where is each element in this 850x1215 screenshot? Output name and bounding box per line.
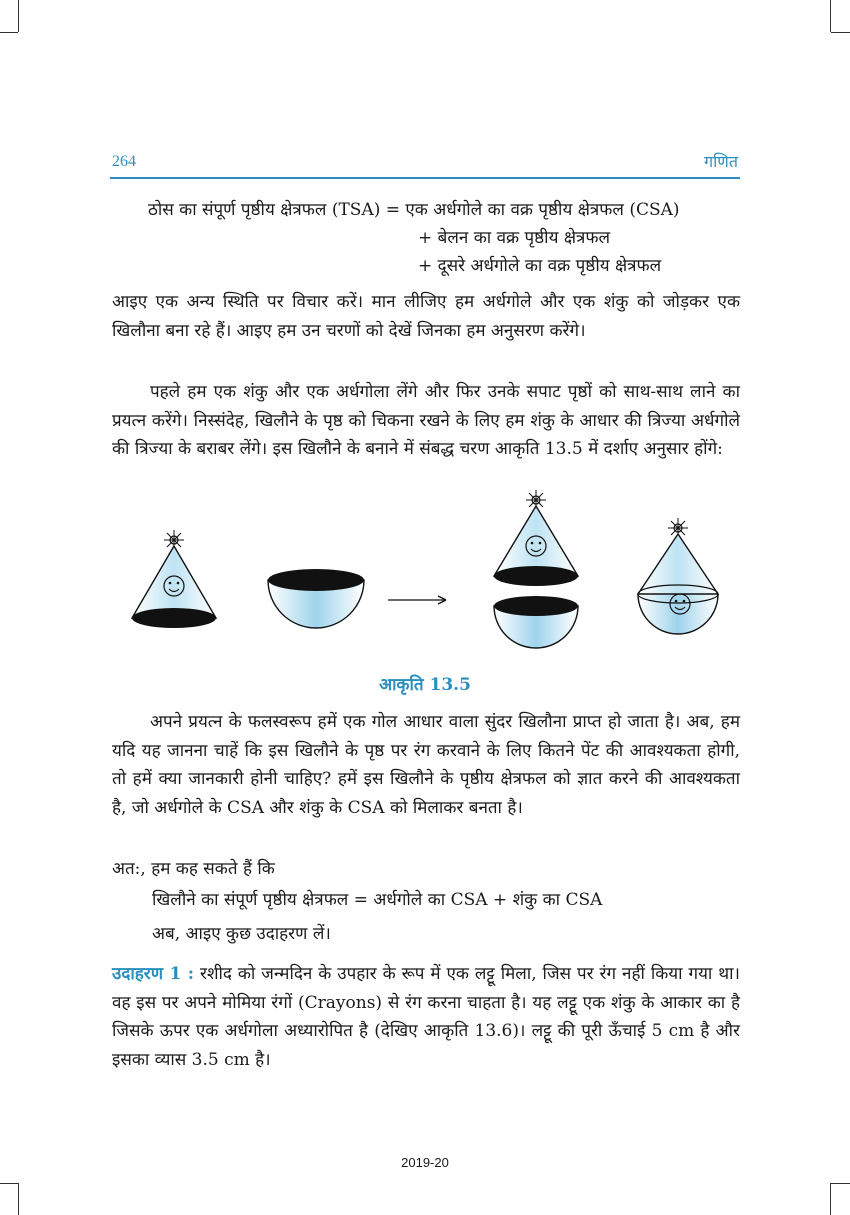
example-1 (112, 960, 740, 1074)
crop-mark (18, 0, 19, 32)
header-rule (110, 177, 740, 179)
hemisphere (494, 596, 578, 648)
cone-with-face (132, 530, 216, 628)
subject-title: गणित (704, 152, 738, 171)
hemisphere (268, 569, 364, 628)
paragraph-1: आइए एक अन्य स्थिति पर विचार करें। मान लीजिए हम अर्धगोले और एक शंकु को जोड़कर एक खिलौना बना रहे हैं। आइए हम उन चरणों को देखें जिनका हम अनुसरण करेंगे। (112, 292, 740, 341)
arrow-right-icon (388, 596, 446, 604)
toy-cone-on-hemisphere (638, 518, 718, 634)
cone-with-face (494, 490, 578, 586)
formula-toy-tsa: खिलौने का संपूर्ण पृष्ठीय क्षेत्रफल = अर्धगोले का CSA + शंकु का CSA (152, 890, 603, 910)
formula-tsa-line1: ठोस का संपूर्ण पृष्ठीय क्षेत्रफल (TSA) = एक अर्धगोले का वक्र पृष्ठीय क्षेत्रफल (CSA) (148, 200, 680, 220)
page-number: 264 (112, 153, 136, 170)
crop-mark (830, 0, 831, 32)
example-1-label: उदाहरण 1 : (112, 964, 195, 984)
crop-mark (831, 1183, 850, 1184)
paragraph-3: अपने प्रयत्न के फलस्वरूप हमें एक गोल आधार वाला सुंदर खिलौना प्राप्त हो जाता है। अब, हम यदि यह जानना चाहें कि इस खिलौने के पृष्ठ पर रंग करवाने के लिए कितने पेंट की आवश्यकता होगी, तो हमें क्या जानकारी होनी चाहिए? हमें इस खिलौने के पृष्ठीय क्षेत्रफल को ज्ञात करने की आवश्यकता है, जो अर्धगोले के CSA और शंकु के CSA को मिलाकर बनता है। (112, 712, 740, 818)
crop-mark (18, 1183, 19, 1215)
crop-mark (0, 32, 18, 33)
therefore-line: अत:, हम कह सकते हैं कि (112, 859, 275, 879)
examples-intro: अब, आइए कुछ उदाहरण लें। (152, 924, 331, 944)
crop-mark (0, 1183, 18, 1184)
formula-tsa-line2: + बेलन का वक्र पृष्ठीय क्षेत्रफल (418, 228, 611, 248)
figure-13-5 (110, 488, 750, 658)
footer-year: 2019-20 (401, 1155, 449, 1170)
example-1-text: रशीद को जन्मदिन के उपहार के रूप में एक लट्टू मिला, जिस पर रंग नहीं किया गया था। वह इस पर अपने मोमिया रंगों (Crayons) से रंग करना चाहता है। यह लट्टू एक शंकु के आकार का है जिसके ऊपर एक अर्धगोला अध्यारोपित है (देखिए आकृति 13.6)। लट्टू की पूरी ऊँचाई 5 cm है और इसका व्यास 3.5 cm है। (112, 964, 740, 1070)
formula-tsa-line3: + दूसरे अर्धगोले का वक्र पृष्ठीय क्षेत्रफल (418, 256, 662, 276)
paragraph-2: पहले हम एक शंकु और एक अर्धगोला लेंगे और फिर उनके सपाट पृष्ठों को साथ-साथ लाने का प्रयत्न करेंगे। निस्संदेह, खिलौने के पृष्ठ को चिकना रखने के लिए हम शंकु के आधार की त्रिज्या अर्धगोले की त्रिज्या के बराबर लेंगे। इस खिलौने के बनाने में संबद्ध चरण आकृति 13.5 में दर्शाए अनुसार होंगे: (112, 382, 740, 459)
figure-caption: आकृति 13.5 (379, 675, 471, 695)
crop-mark (830, 1183, 831, 1215)
crop-mark (831, 32, 850, 33)
